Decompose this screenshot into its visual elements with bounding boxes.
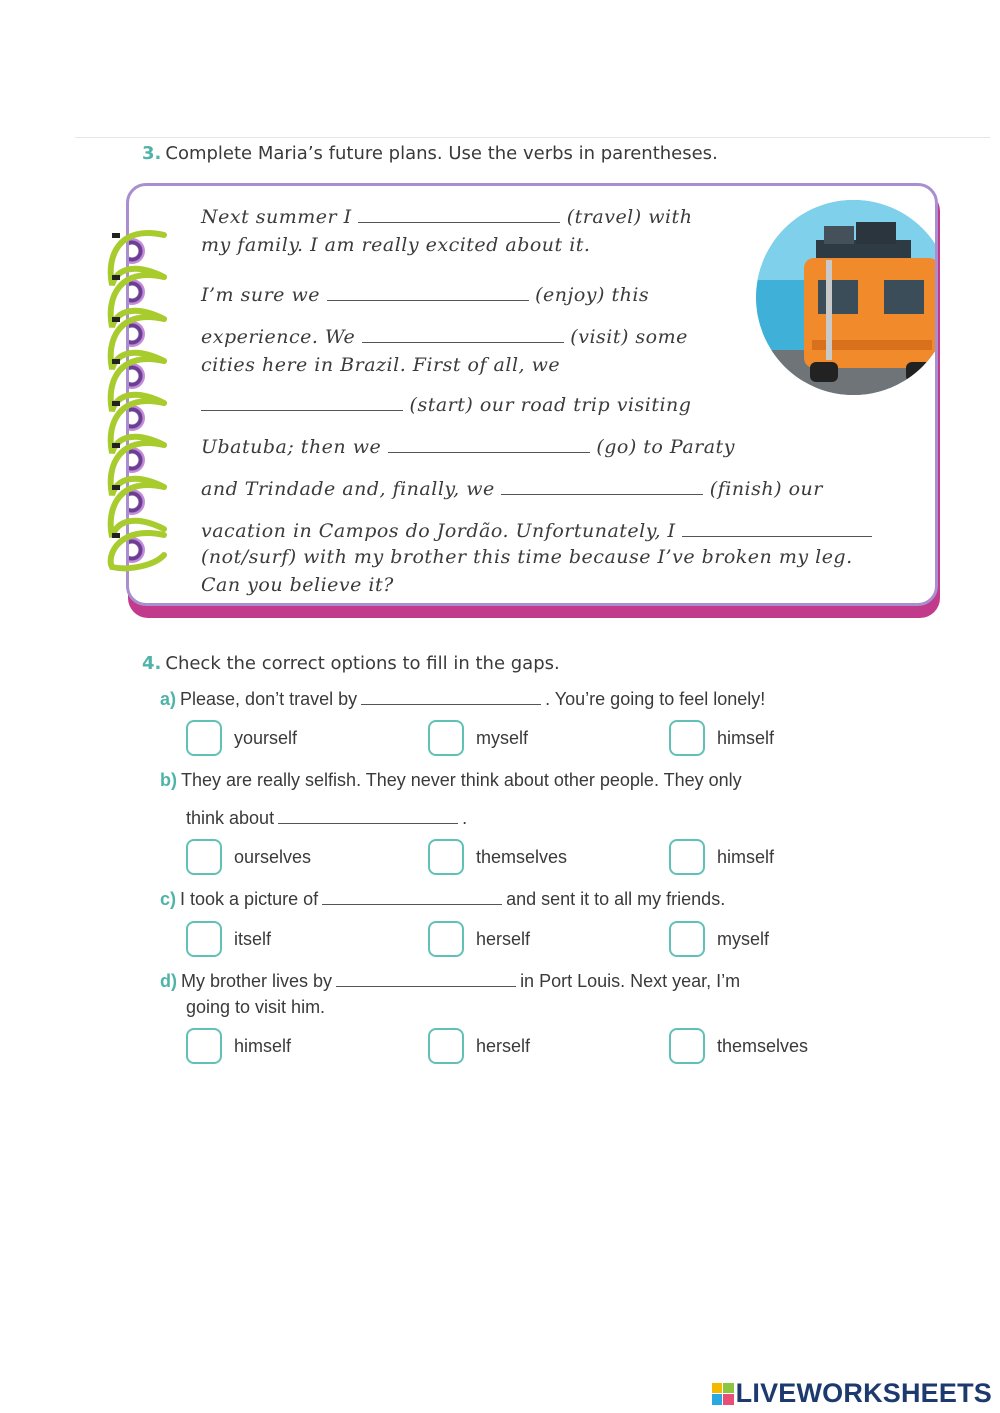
- question-text: Please, don’t travel by: [180, 689, 358, 709]
- option-c-2[interactable]: [428, 921, 530, 957]
- story-text: (visit) some: [570, 326, 688, 348]
- story-line-7: [201, 436, 735, 458]
- checkbox[interactable]: [669, 839, 705, 875]
- option-label: themselves: [717, 1035, 809, 1056]
- option-d-2[interactable]: [428, 1028, 530, 1064]
- story-line-5: [201, 354, 560, 376]
- exercise-number: 4.: [142, 653, 162, 674]
- answer-gap[interactable]: [362, 340, 564, 343]
- answer-gap[interactable]: [327, 298, 529, 301]
- question-text: My brother lives by: [181, 971, 333, 991]
- question-text: going to visit him.: [186, 997, 326, 1017]
- exercise-instruction: Complete Maria’s future plans. Use the verbs in parentheses.: [165, 143, 718, 164]
- checkbox[interactable]: [669, 921, 705, 957]
- story-text: Ubatuba; then we: [201, 436, 382, 458]
- answer-gap[interactable]: [682, 534, 872, 537]
- story-text: my family. I am really excited about it.: [201, 234, 591, 256]
- checkbox[interactable]: [428, 839, 464, 875]
- answer-gap: [336, 986, 516, 987]
- option-a-2[interactable]: [428, 720, 528, 756]
- option-d-3[interactable]: [669, 1028, 808, 1064]
- answer-gap[interactable]: [358, 220, 560, 223]
- van-photo: [756, 200, 938, 395]
- question-a: [160, 689, 765, 710]
- option-c-1[interactable]: [186, 921, 271, 957]
- checkbox[interactable]: [186, 1028, 222, 1064]
- option-label: ourselves: [234, 846, 312, 867]
- story-text: (not/surf) with my brother this time because I’ve broken my leg.: [201, 546, 853, 568]
- story-text: and Trindade and, finally, we: [201, 478, 495, 500]
- story-text: (finish) our: [709, 478, 823, 500]
- option-label: herself: [476, 1035, 531, 1056]
- question-text: They are really selfish. They never think about other people. They only: [181, 770, 742, 790]
- option-label: themselves: [476, 846, 568, 867]
- liveworksheets-logo-icon: [712, 1383, 734, 1405]
- question-text: I took a picture of: [180, 889, 319, 909]
- story-text: vacation in Campos do Jordão. Unfortunately, I: [201, 520, 676, 542]
- logo-text: LIVEWORKSHEETS: [735, 1378, 992, 1408]
- checkbox[interactable]: [186, 720, 222, 756]
- story-text: Can you believe it?: [201, 574, 394, 596]
- question-text: .: [462, 808, 468, 828]
- option-label: myself: [476, 727, 529, 748]
- question-text: think about: [186, 808, 275, 828]
- question-c: [160, 889, 725, 910]
- question-letter: b): [160, 770, 177, 790]
- question-letter: a): [160, 689, 177, 709]
- question-text: in Port Louis. Next year, I’m: [520, 971, 741, 991]
- story-text: (go) to Paraty: [596, 436, 735, 458]
- answer-gap[interactable]: [501, 492, 703, 495]
- answer-gap: [361, 704, 541, 705]
- option-c-3[interactable]: [669, 921, 769, 957]
- option-label: herself: [476, 928, 531, 949]
- story-line-8: [201, 478, 823, 500]
- answer-gap: [322, 904, 502, 905]
- exercise-4-title: [142, 653, 560, 674]
- checkbox[interactable]: [428, 1028, 464, 1064]
- story-text: cities here in Brazil. First of all, we: [201, 354, 561, 376]
- question-b-line2: [186, 808, 467, 829]
- option-label: yourself: [234, 727, 298, 748]
- option-label: himself: [717, 846, 775, 867]
- answer-gap: [278, 823, 458, 824]
- answer-gap[interactable]: [388, 450, 590, 453]
- option-d-1[interactable]: [186, 1028, 291, 1064]
- option-label: myself: [717, 928, 770, 949]
- option-label: itself: [234, 928, 272, 949]
- checkbox[interactable]: [186, 921, 222, 957]
- option-label: himself: [234, 1035, 292, 1056]
- story-text: experience. We: [201, 326, 356, 348]
- story-text: (enjoy) this: [535, 284, 650, 306]
- question-d: [160, 971, 740, 992]
- story-line-2: [201, 234, 590, 256]
- story-line-11: [201, 574, 394, 596]
- notebook: [126, 183, 938, 606]
- story-text: (start) our road trip visiting: [409, 394, 692, 416]
- checkbox[interactable]: [428, 720, 464, 756]
- liveworksheets-logo: [712, 1378, 992, 1409]
- exercise-3-title: [142, 143, 718, 164]
- story-line-1: [201, 206, 692, 228]
- checkbox[interactable]: [669, 720, 705, 756]
- story-line-6: [201, 394, 691, 416]
- option-b-3[interactable]: [669, 839, 774, 875]
- spiral-binding: [100, 215, 180, 575]
- story-text: Next summer I: [201, 206, 352, 228]
- checkbox[interactable]: [186, 839, 222, 875]
- answer-gap[interactable]: [201, 408, 403, 411]
- question-text: and sent it to all my friends.: [506, 889, 726, 909]
- question-letter: d): [160, 971, 177, 991]
- story-line-4: [201, 326, 688, 348]
- top-divider: [75, 137, 990, 138]
- story-line-10: [201, 546, 853, 568]
- option-b-1[interactable]: [186, 839, 311, 875]
- option-a-1[interactable]: [186, 720, 297, 756]
- checkbox[interactable]: [428, 921, 464, 957]
- option-label: himself: [717, 727, 775, 748]
- exercise-number: 3.: [142, 143, 162, 164]
- story-line-9: [201, 520, 872, 542]
- question-text: . You’re going to feel lonely!: [545, 689, 766, 709]
- story-text: I’m sure we: [201, 284, 320, 306]
- story-text: (travel) with: [566, 206, 693, 228]
- story-line-3: [201, 284, 649, 306]
- question-d-line2: [186, 997, 325, 1018]
- option-a-3[interactable]: [669, 720, 774, 756]
- question-letter: c): [160, 889, 177, 909]
- question-b: [160, 770, 742, 791]
- checkbox[interactable]: [669, 1028, 705, 1064]
- option-b-2[interactable]: [428, 839, 567, 875]
- exercise-instruction: Check the correct options to fill in the gaps.: [165, 653, 560, 674]
